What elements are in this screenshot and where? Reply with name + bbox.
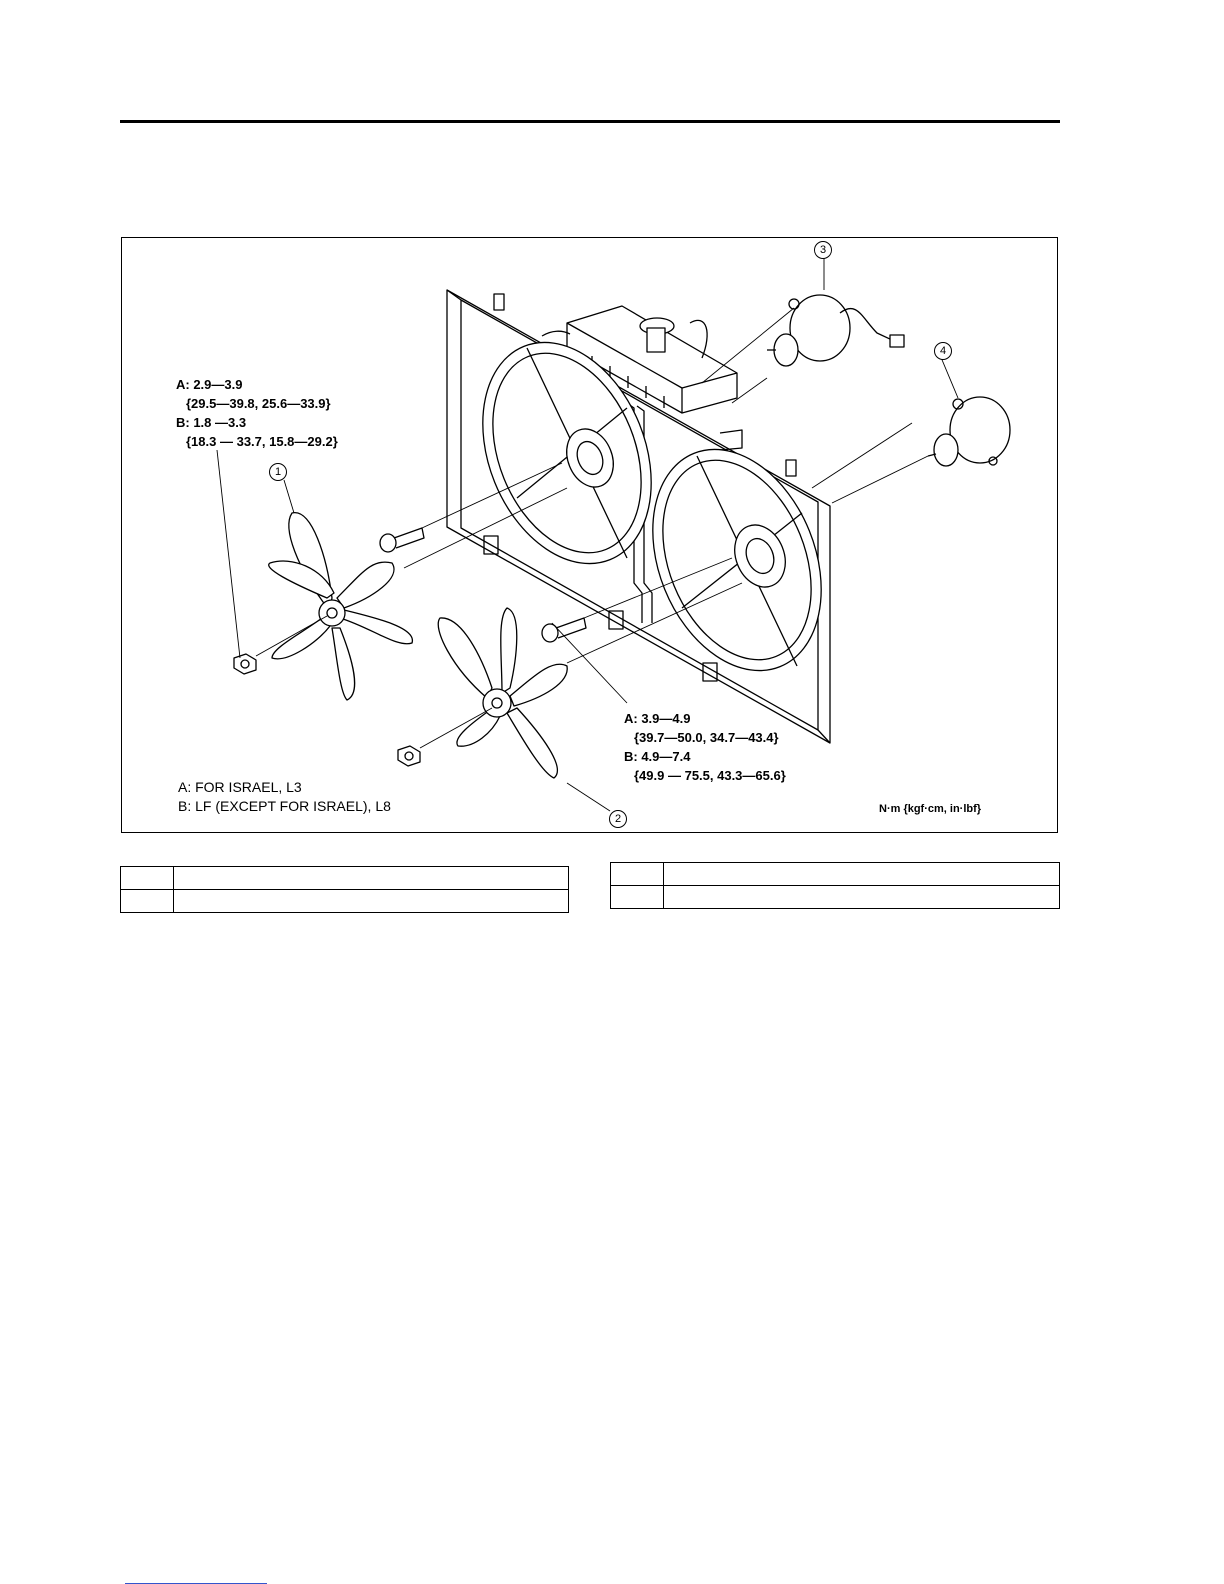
table-row [611,863,1060,886]
torque-left-a-sub: {29.5—39.8, 25.6—33.9} [186,396,331,411]
torque-units: N·m {kgf·cm, in·lbf} [879,803,982,815]
torque-left-b-sub: {18.3 — 33.7, 15.8—29.2} [186,434,338,449]
legend-text [664,863,1060,886]
legend-table-right [610,862,1060,909]
torque-right-a-sub: {39.7—50.0, 34.7—43.4} [634,730,779,745]
fan-motor-4 [928,397,1010,466]
legend-text [174,867,569,890]
table-row [121,867,569,890]
legend-num [121,890,174,913]
callout-2: 2 [609,810,627,828]
legend-num [121,867,174,890]
table-row [611,886,1060,909]
legend-num [611,886,664,909]
torque-left-b: B: 1.8 —3.3 [176,415,247,430]
torque-right-b-sub: {49.9 — 75.5, 43.3—65.6} [634,768,786,783]
note-b: B: LF (EXCEPT FOR ISRAEL), L8 [178,798,391,814]
torque-left-a: A: 2.9—3.9 [176,377,243,392]
note-a: A: FOR ISRAEL, L3 [178,779,302,795]
callout-4: 4 [934,342,952,360]
legend-text [174,890,569,913]
fan-motor-3 [767,295,904,366]
legend-table-left [120,866,569,913]
header-rule [120,120,1060,123]
cooling-fan-exploded-diagram [121,237,1058,833]
torque-right-a: A: 3.9—4.9 [624,711,691,726]
callout-1: 1 [269,463,287,481]
callout-3: 3 [814,241,832,259]
table-row [121,890,569,913]
legend-text [664,886,1060,909]
torque-right-b: B: 4.9—7.4 [624,749,691,764]
diagram-artwork [122,238,1058,833]
legend-num [611,863,664,886]
